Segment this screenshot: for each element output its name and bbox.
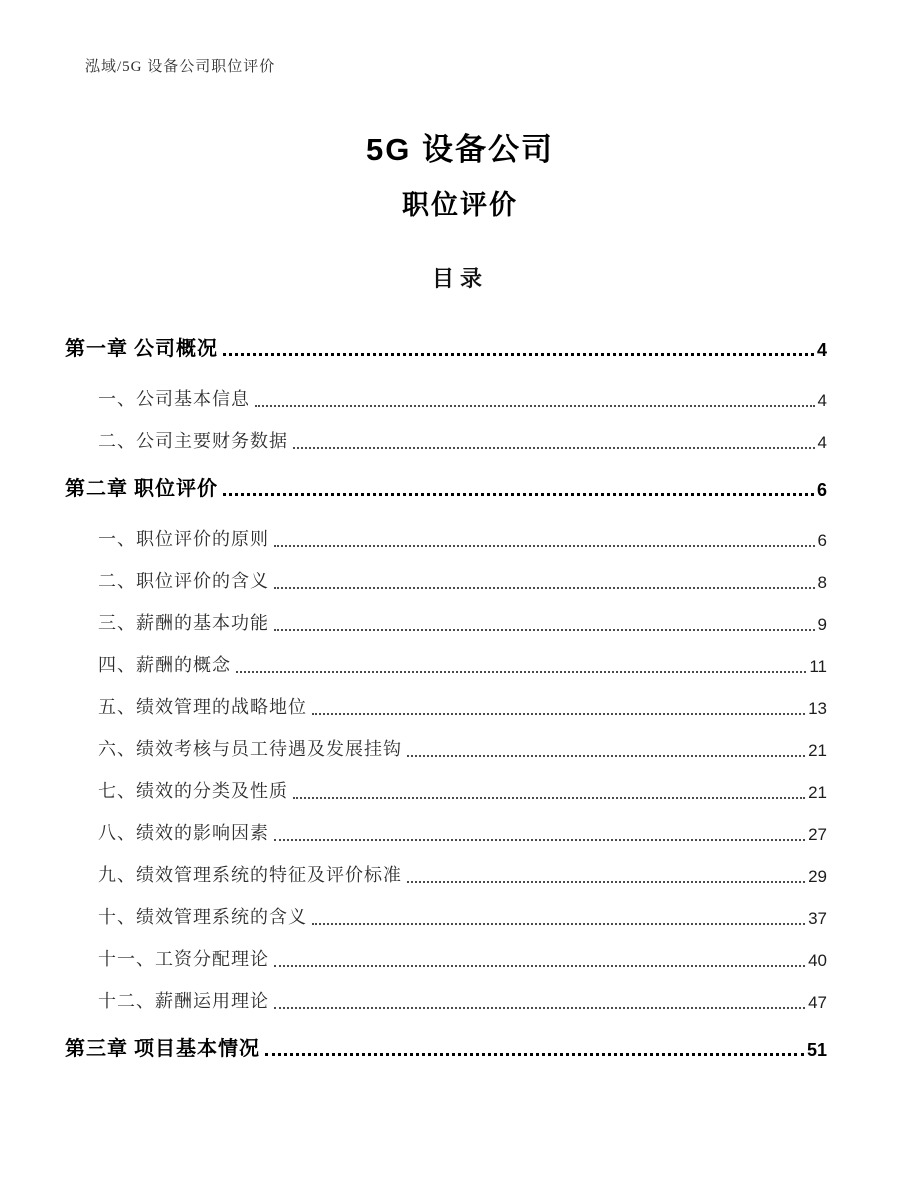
toc-entry-label: 十、绩效管理系统的含义 [98, 907, 307, 927]
toc-entry-label: 九、绩效管理系统的特征及评价标准 [98, 865, 402, 885]
toc-entry-label: 二、公司主要财务数据 [98, 431, 288, 451]
toc-entry[interactable] [65, 850, 827, 892]
toc-leader-dots [274, 629, 815, 631]
toc-leader-dots [236, 671, 806, 673]
toc-entry-label: 七、绩效的分类及性质 [98, 781, 288, 801]
toc-entry-label: 第一章 公司概况 [65, 338, 218, 360]
toc-entry[interactable] [65, 892, 827, 934]
toc-leader-dots [407, 881, 805, 883]
toc-entry[interactable] [65, 514, 827, 556]
toc-entry-label: 四、薪酬的概念 [98, 655, 231, 675]
toc-entry[interactable] [65, 934, 827, 976]
toc-entry[interactable] [65, 724, 827, 766]
toc-entry[interactable] [65, 598, 827, 640]
toc-heading: 目录 [431, 266, 488, 291]
toc-entry-label: 一、公司基本信息 [98, 389, 250, 409]
toc-page-number: 21 [808, 741, 827, 760]
toc-leader-dots [312, 923, 805, 925]
toc-entry-label: 十二、薪酬运用理论 [98, 991, 269, 1011]
toc-page-number: 4 [817, 433, 827, 452]
toc-entry[interactable] [65, 416, 827, 458]
toc-leader-dots [223, 493, 814, 496]
toc-entry[interactable] [65, 808, 827, 850]
toc-entry-label: 六、绩效考核与员工待遇及发展挂钩 [98, 739, 402, 759]
document-title: 5G 设备公司 [366, 132, 554, 167]
toc-page-number: 47 [808, 993, 827, 1012]
toc-entry-label: 五、绩效管理的战略地位 [98, 697, 307, 717]
toc-page-number: 21 [808, 783, 827, 802]
toc-page-number: 9 [817, 615, 827, 634]
toc-leader-dots [274, 545, 815, 547]
toc-page-number: 8 [817, 573, 827, 592]
toc-leader-dots [265, 1053, 804, 1056]
toc-entry-label: 三、薪酬的基本功能 [98, 613, 269, 633]
toc-entry[interactable] [65, 640, 827, 682]
toc-leader-dots [312, 713, 805, 715]
toc-page-number: 6 [817, 531, 827, 550]
toc-leader-dots [223, 353, 814, 356]
toc-page-number: 51 [806, 1040, 827, 1060]
toc-entry[interactable] [65, 324, 827, 366]
toc-page-number: 4 [816, 340, 827, 360]
toc-entry-label: 八、绩效的影响因素 [98, 823, 269, 843]
toc-entry[interactable] [65, 682, 827, 724]
toc-entry[interactable] [65, 374, 827, 416]
toc-entry[interactable] [65, 976, 827, 1018]
document-header: 泓域/5G 设备公司职位评价 [85, 59, 276, 75]
toc-entry-label: 第二章 职位评价 [65, 478, 218, 500]
document-subtitle: 职位评价 [402, 190, 518, 220]
toc-entry-label: 第三章 项目基本情况 [65, 1038, 260, 1060]
toc-page-number: 27 [808, 825, 827, 844]
toc-page-number: 37 [808, 909, 827, 928]
toc-entry-label: 十一、工资分配理论 [98, 949, 269, 969]
toc-leader-dots [274, 839, 805, 841]
toc-leader-dots [255, 405, 815, 407]
toc-entry[interactable] [65, 766, 827, 808]
toc-list [65, 318, 827, 1074]
toc-leader-dots [293, 447, 815, 449]
toc-page-number: 6 [816, 480, 827, 500]
toc-entry-label: 二、职位评价的含义 [98, 571, 269, 591]
toc-entry-label: 一、职位评价的原则 [98, 529, 269, 549]
toc-leader-dots [274, 587, 815, 589]
toc-page-number: 29 [808, 867, 827, 886]
toc-leader-dots [274, 1007, 805, 1009]
toc-page-number: 40 [808, 951, 827, 970]
toc-page-number: 13 [808, 699, 827, 718]
toc-entry[interactable] [65, 464, 827, 506]
toc-page-number: 11 [809, 657, 827, 676]
toc-entry[interactable] [65, 556, 827, 598]
toc-page-number: 4 [817, 391, 827, 410]
toc-entry[interactable] [65, 1024, 827, 1066]
toc-leader-dots [407, 755, 805, 757]
toc-leader-dots [274, 965, 805, 967]
toc-leader-dots [293, 797, 805, 799]
